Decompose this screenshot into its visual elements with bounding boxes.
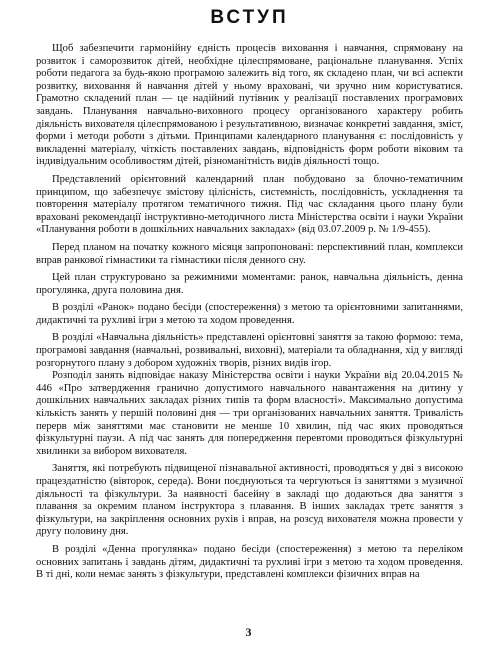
paragraph: Перед планом на початку кожного місяця запропоновані: перспективний план, комплекси вправ ранкової гімнастики та гімнастики після денного сну. [36,241,463,266]
paragraph: В розділі «Навчальна діяльність» представлені орієнтовні заняття за такою формою: тема, програмові завдання (навчальні, розвивальні, виховні), матеріали та обладнання, хід у вигляді розгорнутого плану з добором художніх творів, різних видів ігор. [36,332,463,369]
paragraph: Розподіл занять відповідає наказу Міністерства освіти і науки України від 20.04.2015 № 446 «Про затвердження гранично допустимого навчального навантаження на дитину у дошкільних навчальних закладах різних типів та форм власності». Максимально допустима кількість занять у першій половині дня — три організованих навчальних заняття. Тривалість перерв між заняттями має становити не менше 10 хвилин, під час яких проводяться фізкультурні паузи. А під час занять для попередження перевтоми проводяться фізкультурні хвилинки за вибором вихователя. [36,370,463,457]
paragraph: Щоб забезпечити гармонійну єдність процесів виховання і навчання, спрямовану на розвиток і саморозвиток дітей, необхідне цілеспрямоване, раціональне планування. Успіх роботи педагога за будь-якою програмою залежить від того, як складено план, чи всі аспекти розвитку, виховання й навчання дітей у ньому враховані, чи зручно ним користуватися. Грамотно складений план — це надійний путівник у реалізації поставлених програмових завдань. Планування навчально-виховного процесу організованого характеру робить діяльність вихователя цілеспрямованою і результативною, визначає конкретні завдання, зміст, форми і методи роботи з дітьми. Принципами календарного планування є: послідовність у викладенні матеріалу, чіткість поставлених завдань, відповідність форм роботи віковим та індивідуальним особливостям дітей, різноманітність видів діяльності тощо. [36,43,463,168]
page-number: 3 [245,625,252,639]
paragraph: Цей план структуровано за режимними моментами: ранок, навчальна діяльність, денна прогулянка, друга половина дня. [36,272,463,296]
page-title: ВСТУП [210,7,289,28]
paragraph: Представлений орієнтовний календарний план побудовано за блочно-тематичним принципом, що забезпечує змістову цілісність, системність, послідовність, ускладнення та повторення матеріалу протягом тематичного тижня. Під час складання цього плану були враховані рекомендації інструктивно-методичного листа Міністерства освіти і науки України «Планування роботи в дошкільних навчальних закладах» (від 03.07.2009 р. № 1/9-455). [36,173,463,236]
paragraph: Заняття, які потребують підвищеної пізнавальної активності, проводяться у дві з високою працездатністю (вівторок, середа). Вони поєднуються та чергуються із заняттями з музичної діяльності та фізкультури. За наявності басейну в закладі що додаються два заняття з плавання за окремим планом інструктора з плавання. В інших закладах третє заняття з фізкультури, на закріплення основних рухів і вправ, на розсуд вихователя можна провести у другу половину дня. [36,463,463,538]
body-text [36,43,463,582]
paragraph: В розділі «Ранок» подано бесіди (спостереження) з метою та орієнтовними запитаннями, дидактичні та рухливі ігри з метою та ходом проведення. [36,302,463,326]
paragraph: В розділі «Денна прогулянка» подано бесіди (спостереження) з метою та переліком основних запитань і завдань дітям, дидактичні та рухливі ігри з метою та ходом проведення. В ті дні, коли немає занять з фізкультури, представлені комплекси фізичних вправ на [36,543,463,581]
